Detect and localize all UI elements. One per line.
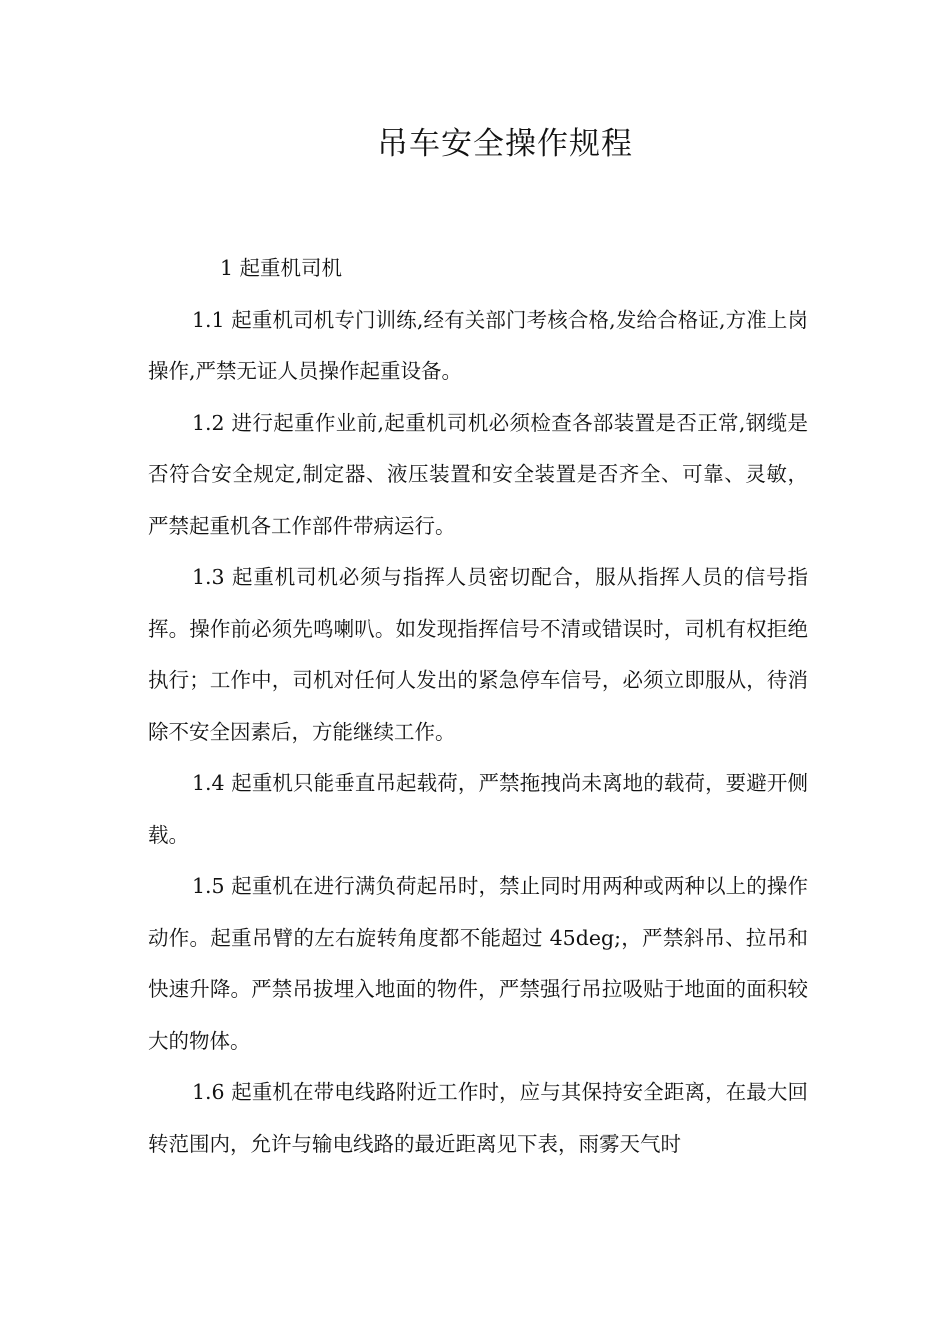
paragraph-1-5: 1.5 起重机在进行满负荷起吊时，禁止同时用两种或两种以上的操作动作。起重吊臂的左右旋转角度都不能超过 45deg;，严禁斜吊、拉吊和快速升降。严禁吊拔埋入地面的物件，严禁强行吊拉吸贴于地面的面积较大的物体。 [148,874,808,1053]
document-body [148,243,808,1170]
paragraph-1-4: 1.4 起重机只能垂直吊起载荷，严禁拖拽尚未离地的载荷，要避开侧载。 [148,771,808,847]
paragraph-1-6: 1.6 起重机在带电线路附近工作时，应与其保持安全距离，在最大回转范围内，允许与输电线路的最近距离见下表，雨雾天气时 [148,1080,808,1156]
paragraph-1-2: 1.2 进行起重作业前,起重机司机必须检查各部装置是否正常,钢缆是否符合安全规定,制定器、液压装置和安全装置是否齐全、可靠、灵敏，严禁起重机各工作部件带病运行。 [148,410,808,538]
document-title: 吊车安全操作规程 [377,126,633,162]
section-heading: 1 起重机司机 [220,256,343,280]
paragraph-1-3: 1.3 起重机司机必须与指挥人员密切配合，服从指挥人员的信号指挥。操作前必须先鸣喇叭。如发现指挥信号不清或错误时，司机有权拒绝执行；工作中，司机对任何人发出的紧急停车信号，必须立即服从，待消除不安全因素后，方能继续工作。 [148,565,808,744]
paragraph-1-1: 1.1 起重机司机专门训练,经有关部门考核合格,发给合格证,方准上岗操作,严禁无证人员操作起重设备。 [148,307,808,383]
